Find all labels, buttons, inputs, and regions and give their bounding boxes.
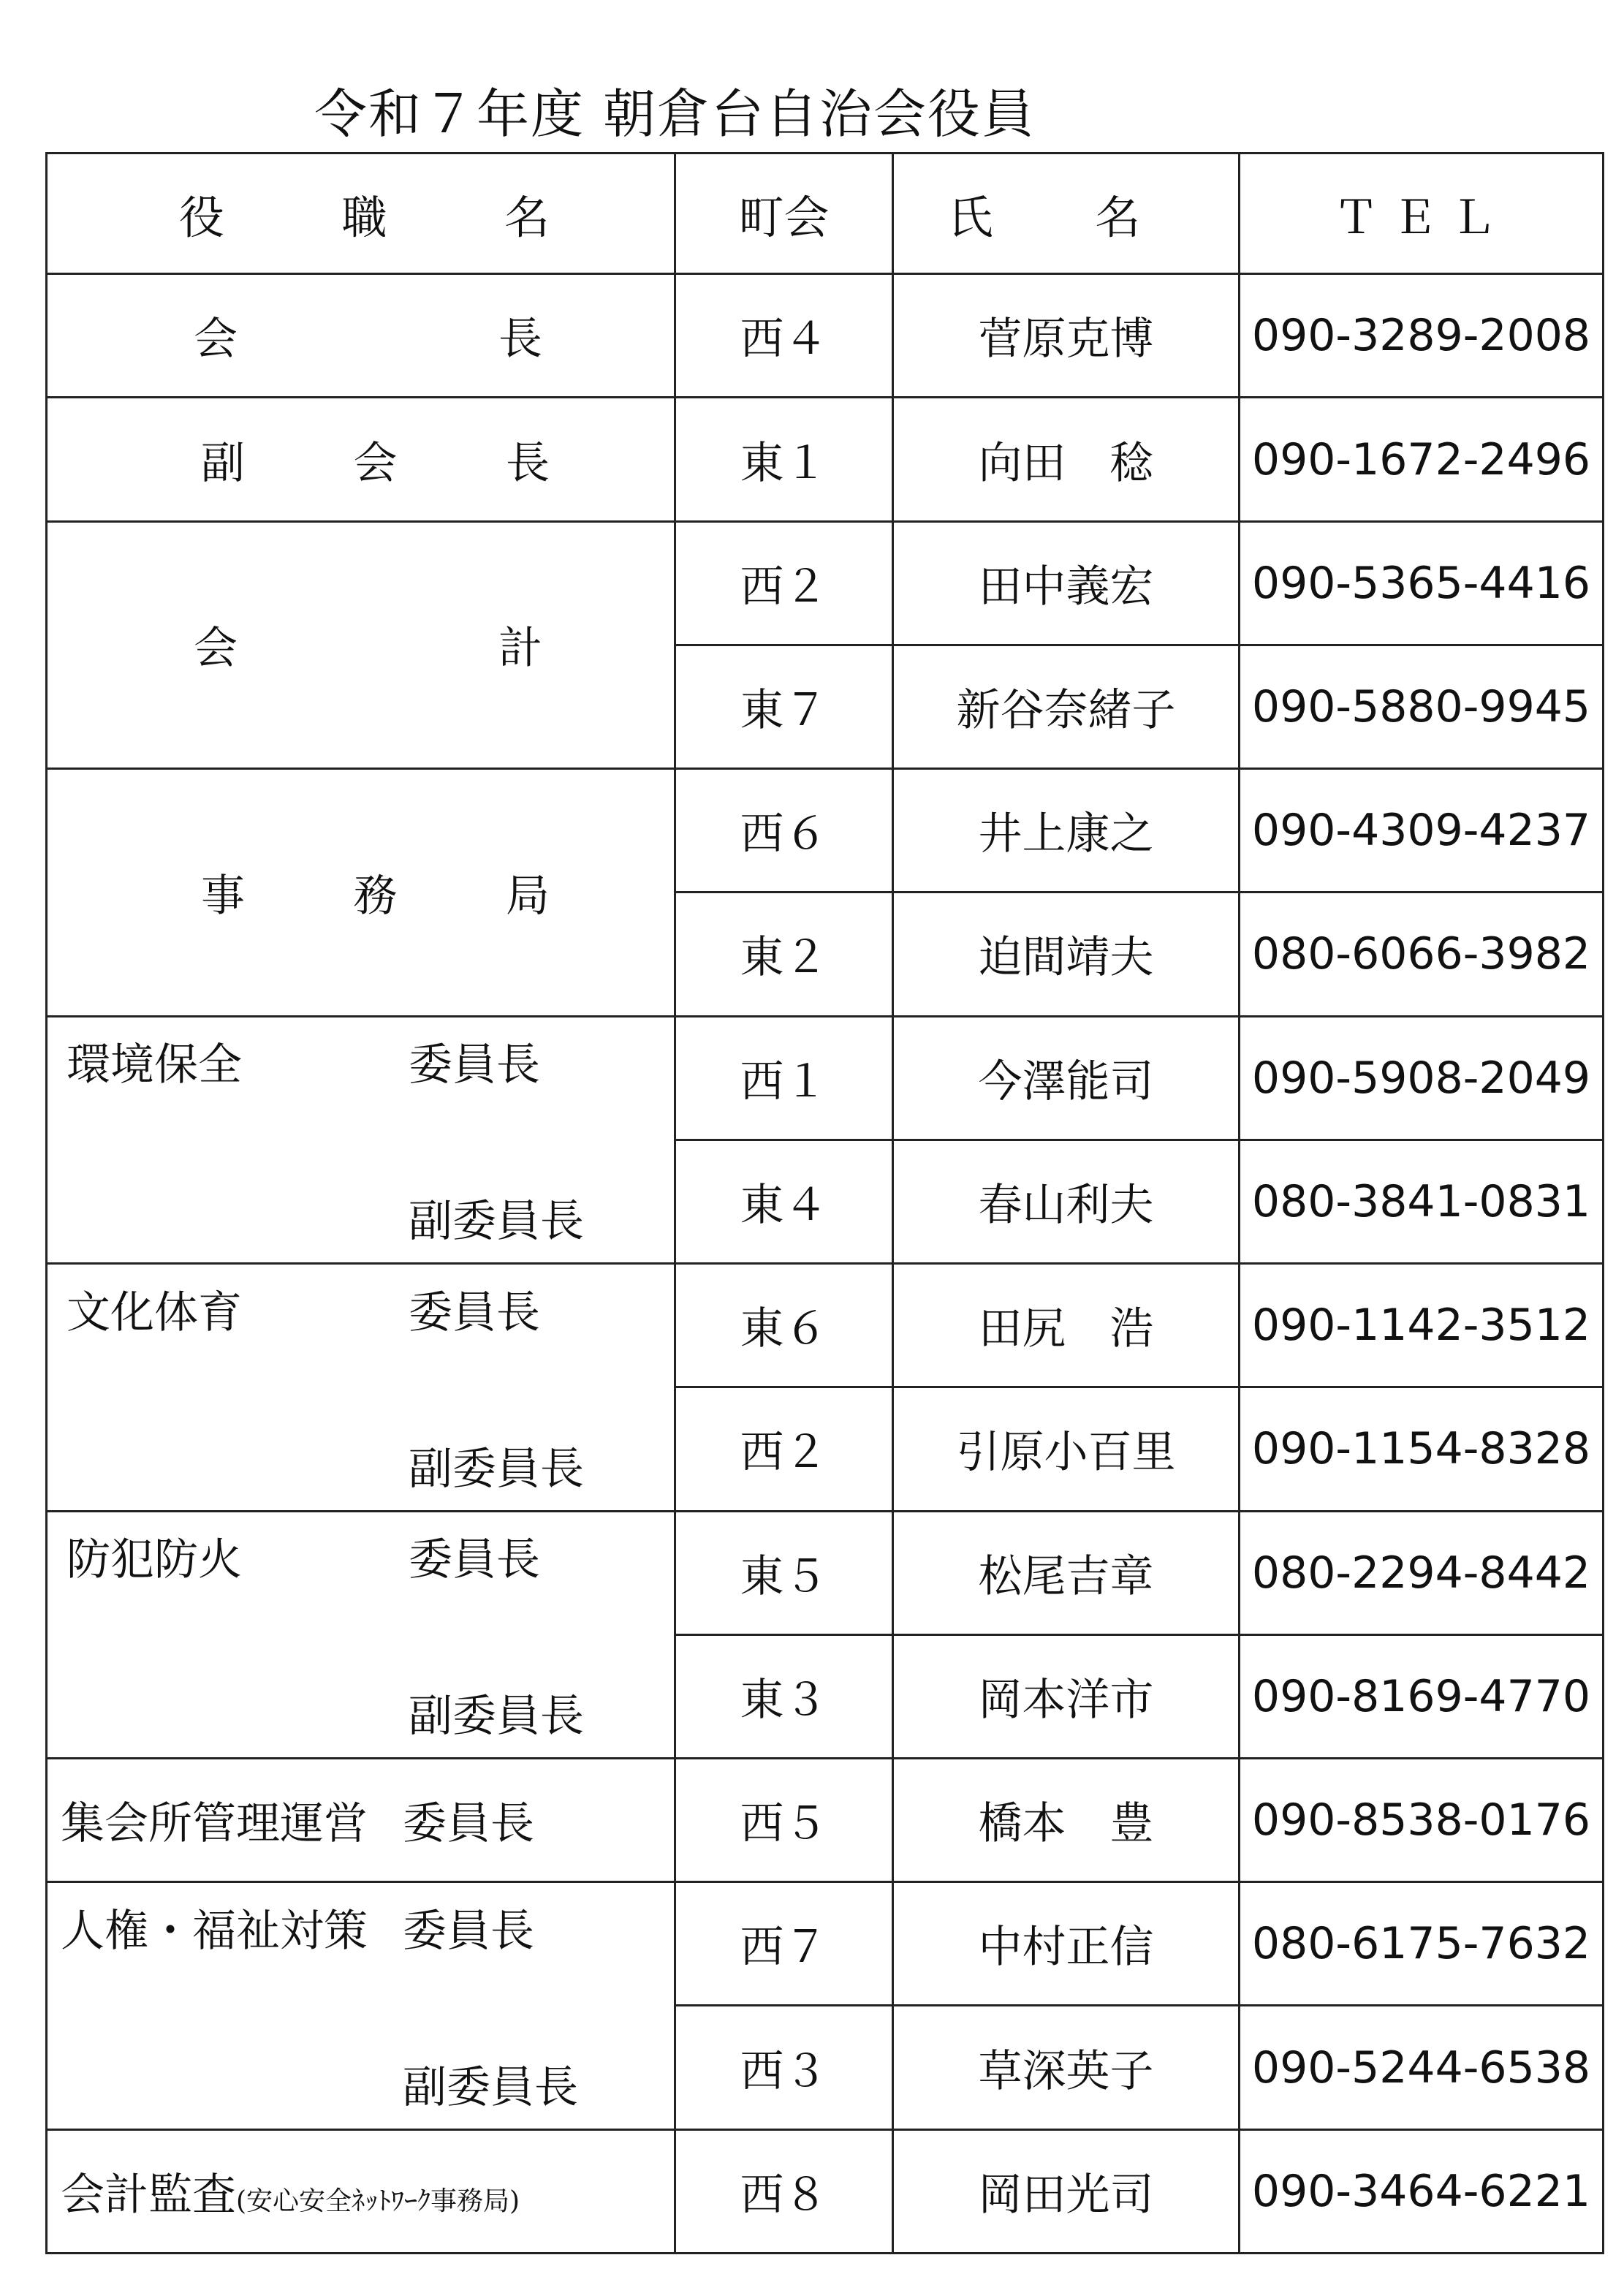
tel-cell: 090-5880-9945 [1240,645,1604,768]
name-cell: 岡本洋市 [893,1634,1240,1758]
tel-cell: 090-1154-8328 [1240,1387,1604,1511]
role-char: 長 [498,314,542,365]
name-cell: 田尻 浩 [893,1264,1240,1387]
name-cell: 橋本 豊 [893,1759,1240,1882]
town-cell: 東２ [675,892,893,1016]
role-char: 局 [506,870,550,922]
tel-cell: 080-2294-8442 [1240,1511,1604,1634]
role-char: 会 [194,314,238,365]
table-row [47,1264,1604,1387]
name-cell: 迫間靖夫 [893,892,1240,1016]
tel-cell: 090-1142-3512 [1240,1264,1604,1387]
header-role-char: 役 [179,190,225,244]
table-header-row [47,154,1604,274]
committee-name: 防犯防火 [67,1534,242,1586]
table-row [47,521,1604,645]
role-cell [47,1264,675,1511]
role-char: 会 [353,437,398,489]
name-cell: 岡田光司 [893,2129,1240,2253]
committee-name: 集会所管理運営 [61,1798,368,1850]
header-town: 町会 [675,154,893,274]
committee-name: 環境保全 [67,1039,242,1091]
header-tel: ＴＥＬ [1240,154,1604,274]
header-role [47,154,675,274]
name-cell: 草深英子 [893,2006,1240,2129]
role-cell [47,1016,675,1263]
name-cell: 向田 稔 [893,398,1240,521]
table-row [47,398,1604,521]
position-label: 副委員長 [409,1196,584,1248]
role-char: 事 [201,870,245,922]
tel-cell: 090-5908-2049 [1240,1016,1604,1140]
role-cell [47,521,675,768]
town-cell: 西１ [675,1016,893,1140]
name-cell: 中村正信 [893,1882,1240,2006]
page-title: 令和７年度 朝倉台自治会役員 [314,83,1036,145]
table-row [47,1511,1604,1634]
position-label: 委員長 [403,1798,534,1850]
name-cell: 菅原克博 [893,274,1240,398]
position-label: 委員長 [409,1534,540,1586]
town-cell: 東３ [675,1634,893,1758]
name-cell: 井上康之 [893,769,1240,892]
tel-cell: 090-4309-4237 [1240,769,1604,892]
tel-cell: 090-5244-6538 [1240,2006,1604,2129]
committee-name: 会計監査 [61,2169,236,2221]
town-cell: 西４ [675,274,893,398]
table-row [47,769,1604,892]
role-char: 務 [353,870,398,922]
committee-name: 文化体育 [67,1286,242,1338]
role-char: 会 [194,623,238,675]
position-label: 副委員長 [403,2061,578,2113]
name-cell: 今澤能司 [893,1016,1240,1140]
town-cell: 西２ [675,521,893,645]
table-row [47,1759,1604,1882]
role-cell [47,1511,675,1758]
tel-cell: 090-8538-0176 [1240,1759,1604,1882]
tel-cell: 080-6175-7632 [1240,1882,1604,2006]
town-cell: 東４ [675,1140,893,1263]
committee-name: 人権・福祉対策 [61,1905,368,1957]
town-cell: 西２ [675,1387,893,1511]
name-cell: 田中義宏 [893,521,1240,645]
role-cell [47,1759,675,1882]
name-cell: 春山利夫 [893,1140,1240,1263]
header-role-char: 名 [504,190,550,244]
table-row [47,2129,1604,2253]
name-cell: 新谷奈緒子 [893,645,1240,768]
town-cell: 東７ [675,645,893,768]
role-cell [47,2129,675,2253]
tel-cell: 080-6066-3982 [1240,892,1604,1016]
role-cell [47,1882,675,2129]
tel-cell: 090-3464-6221 [1240,2129,1604,2253]
tel-cell: 090-1672-2496 [1240,398,1604,521]
town-cell: 西７ [675,1882,893,2006]
position-label: 委員長 [409,1286,540,1338]
position-label: 副委員長 [409,1443,584,1495]
committee-note: (安心安全ﾈｯﾄﾜｰｸ事務局) [236,2186,520,2216]
role-cell [47,274,675,398]
position-label: 委員長 [409,1039,540,1091]
header-name-label: 氏 名 [947,190,1185,244]
tel-cell: 080-3841-0831 [1240,1140,1604,1263]
tel-cell: 090-5365-4416 [1240,521,1604,645]
header-role-char: 職 [341,190,387,244]
role-char: 計 [498,623,542,675]
town-cell: 東１ [675,398,893,521]
town-cell: 東５ [675,1511,893,1634]
table-row [47,1882,1604,2006]
role-cell [47,398,675,521]
table-row [47,1016,1604,1140]
tel-cell: 090-8169-4770 [1240,1634,1604,1758]
town-cell: 西６ [675,769,893,892]
town-cell: 東６ [675,1264,893,1387]
officers-table [45,152,1604,2254]
town-cell: 西５ [675,1759,893,1882]
role-char: 副 [201,437,245,489]
name-cell: 引原小百里 [893,1387,1240,1511]
name-cell: 松尾吉章 [893,1511,1240,1634]
table-row [47,274,1604,398]
role-cell [47,769,675,1016]
position-label: 副委員長 [409,1691,584,1743]
tel-cell: 090-3289-2008 [1240,274,1604,398]
town-cell: 西３ [675,2006,893,2129]
town-cell: 西８ [675,2129,893,2253]
position-label: 委員長 [403,1905,534,1957]
header-name [893,154,1240,274]
role-char: 長 [506,437,550,489]
